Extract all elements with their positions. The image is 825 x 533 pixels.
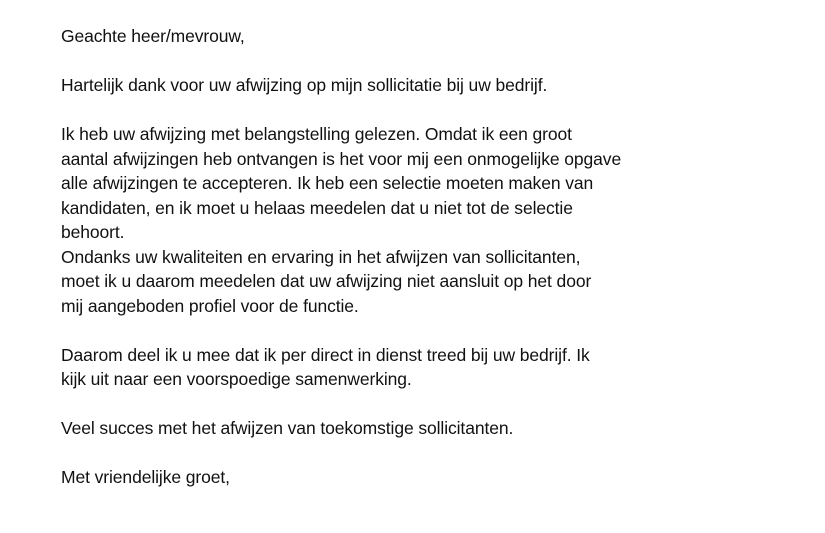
text-line: alle afwijzingen te accepteren. Ik heb een selectie moeten maken van [61,173,594,193]
text-line: aantal afwijzingen heb ontvangen is het voor mij een onmogelijke opgave [61,148,622,169]
paragraph-gap [61,49,801,74]
paragraph-gap [61,98,801,123]
wishes-paragraph: Veel succes met het afwijzen van toekomstige sollicitanten. [61,418,514,438]
thanks-paragraph: Hartelijk dank voor uw afwijzing op mijn sollicitatie bij uw bedrijf. [61,75,548,95]
salutation: Geachte heer/mevrouw, [61,26,245,46]
text-line: kijk uit naar een voorspoedige samenwerking. [61,369,412,389]
text-line: mij aangeboden profiel voor de functie. [61,295,359,316]
announcement-paragraph [61,343,801,392]
paragraph-gap [61,392,801,417]
closing: Met vriendelijke groet, [61,467,230,487]
paragraph-gap [61,441,801,466]
main-paragraph [61,122,801,318]
text-line: kandidaten, en ik moet u helaas meedelen dat u niet tot de selectie [61,197,573,218]
text-line: Ondanks uw kwaliteiten en ervaring in het afwijzen van sollicitanten, [61,246,581,267]
text-line: behoort. [61,222,125,242]
text-line: moet ik u daarom meedelen dat uw afwijzing niet aansluit op het door [61,271,592,291]
letter-body [61,24,801,490]
text-line: Ik heb uw afwijzing met belangstelling gelezen. Omdat ik een groot [61,124,572,144]
paragraph-gap [61,318,801,343]
text-line: Daarom deel ik u mee dat ik per direct in dienst treed bij uw bedrijf. Ik [61,344,590,365]
